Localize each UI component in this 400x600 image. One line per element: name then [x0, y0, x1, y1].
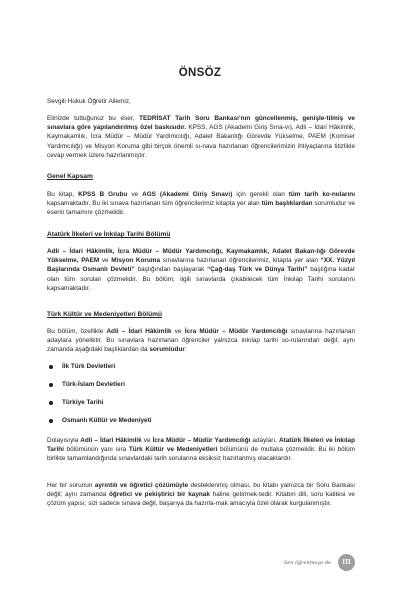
page-number-badge: III — [338, 554, 355, 571]
list-item-label: Türk-İslam Devletleri — [62, 381, 125, 388]
text: ve — [141, 437, 153, 444]
list-item-label: Osmanlı Kültür ve Medeniyeti — [62, 417, 152, 424]
text: Dolayısıyla — [47, 437, 81, 444]
list-item-label: İlk Türk Devletleri — [62, 363, 116, 370]
text-bold: İcra Müdür – Müdür Yardımcılığı — [184, 328, 288, 335]
text: başlığından başlayarak — [134, 266, 208, 274]
text: ve — [127, 191, 143, 198]
text: haline getirmek-tedir. Kitabın dili, soru kalitesi ve çözüm yapısı; sizi sadece sınava değil, başarıya da hazırla-mak amacıyla özel olarak kurgulanmıştır. — [47, 491, 355, 508]
paragraph-closing — [47, 481, 355, 509]
text-bold: “Çağ-daş Türk ve Dünya Tarihi” — [207, 266, 308, 274]
text-bold: İcra Müdür – Müdür Yardımcılığı — [152, 437, 251, 444]
page-title: ÖNSÖZ — [178, 67, 222, 79]
text: için gerekli olan — [232, 191, 289, 198]
list-item-label: Türkiye Tarihi — [62, 399, 104, 406]
text: Her bir sorunun — [47, 482, 95, 489]
text: kapsamaktadır. Bu iki sınava hazırlanan tüm öğrencilerimiz kitapta yer alan — [47, 200, 262, 208]
list-item — [47, 362, 355, 380]
text: ve — [171, 328, 185, 335]
text: Bu kitap, — [47, 191, 79, 198]
text: bölümünün yanı sıra — [63, 446, 129, 454]
paragraph-inkilap — [47, 247, 355, 293]
bullet-icon — [49, 383, 53, 387]
text: ve — [99, 257, 112, 265]
text-bold: Misyon Koruma — [111, 257, 161, 265]
paragraph-intro — [47, 114, 355, 160]
text: sorumludur ve eserin tamamını çözmelidir. — [47, 200, 355, 217]
greeting: Sevgili Hukuk Öğretir Ailemiz, — [47, 98, 131, 105]
text-bold: ayrıntılı ve öğretici çözümüyle — [94, 482, 189, 489]
list-item — [47, 398, 355, 416]
text-bold: “XX. Yüzyıl Başlarında Osmanlı Devleti” — [47, 257, 356, 274]
text-bold: tüm tarih ko-nularını — [288, 191, 355, 198]
text-bold: KPSS B Grubu — [78, 191, 128, 198]
text: Elinizde tuttuğunuz bu eser, — [47, 115, 140, 122]
paragraph-dolayisiyla — [47, 436, 355, 464]
paragraph-kultur — [47, 327, 355, 355]
text: başlığına kadar olan tüm soruları çözmelidir. Bu bölüm, ilgili sınavlarda çıkabilecek tüm İnkılap Tarihi sorularını kapsamaktadır. — [47, 266, 355, 292]
heading-inkilap: Atatürk İlkeleri ve İnkılap Tarihi Bölümü — [47, 231, 171, 238]
text: desteklenmiş olması, bu kitabı yalnızca bir Soru Bankası değil; aynı zamanda — [47, 482, 355, 499]
text-bold: TEDRİSAT Tarih Soru Bankası’nın güncellenmiş, genişle-tilmiş ve sınavlara göre yapılandırılmış özel baskısıdır. — [47, 115, 355, 132]
text-bold: tüm başlıklardan — [261, 200, 313, 208]
text: bölümünü de mutlaka çözmelidir. Bu iki bölüm birlikte tamamlandığında sınavlardaki tarih sorularına eksiksiz hazırlanmış olacaklardır. — [47, 446, 355, 463]
text: adayları, — [250, 437, 279, 444]
text-bold: AGS (Akademi Giriş Sınavı) — [142, 191, 233, 198]
text-bold: sorumludur — [149, 346, 185, 354]
heading-genel-kapsam: Genel Kapsam — [47, 173, 93, 180]
text: sınavlarına hazırlanan öğrencilerimiz, kitapta yer alan — [160, 257, 321, 265]
bullet-icon — [49, 401, 53, 405]
bullet-icon — [49, 365, 53, 369]
text-bold: öğretici ve pekiştirici bir kaynak — [108, 491, 210, 499]
text-bold: Atatürk İlkeleri ve İnkılap Tarihi — [47, 437, 355, 454]
heading-kultur: Türk Kültür ve Medeniyetleri Bölümü — [47, 311, 163, 318]
paragraph-genel-kapsam — [47, 190, 355, 218]
footer-signature: Sen öğrenmeye de — [283, 559, 331, 566]
list-item — [47, 380, 355, 398]
text-bold: Adli – İdari Hâkimlik, İcra Müdür – Müdür Yardımcılığı, Kaymakamlık, Adalet Bakan-lığı Görevde Yükselme, PAEM — [47, 248, 355, 265]
text: : — [184, 346, 187, 354]
page-footer — [284, 554, 355, 571]
text-bold: Adli – İdari Hâkimlik — [106, 328, 172, 335]
list-item — [47, 416, 355, 434]
text-bold: Adli – İdari Hâkimlik — [80, 437, 142, 444]
text: KPSS, AGS (Akademi Giriş Sına-vı), Adli – İdari Hâkimlik, Kaymakamlık, İcra Müdür – Müdür Yardımcılığı, Adalet Bakanlığı Görevde Yükselme, PAEM (Komiser Yardımcılığı) ve Misyon Koruma gibi birçok önemli sı-nava hazırlanan öğrencilerimizin ihtiyaçlarına titizlikle cevap vermek üzere hazırlanmıştır. — [47, 124, 355, 159]
bullet-icon — [49, 419, 53, 423]
text: sınavlarına hazırlanan adaylara yöneliktir. Bu sınavlara hazırlanan öğrenciler yalnızca inkılap tarihi so-rularından değil; aynı zamanda aşağıdaki başlıklardan da — [47, 328, 356, 354]
text: Bu bölüm, özellikle — [47, 328, 107, 335]
topic-list — [47, 362, 355, 434]
text-bold: Türk Kültür ve Medeniyetleri — [128, 446, 218, 454]
